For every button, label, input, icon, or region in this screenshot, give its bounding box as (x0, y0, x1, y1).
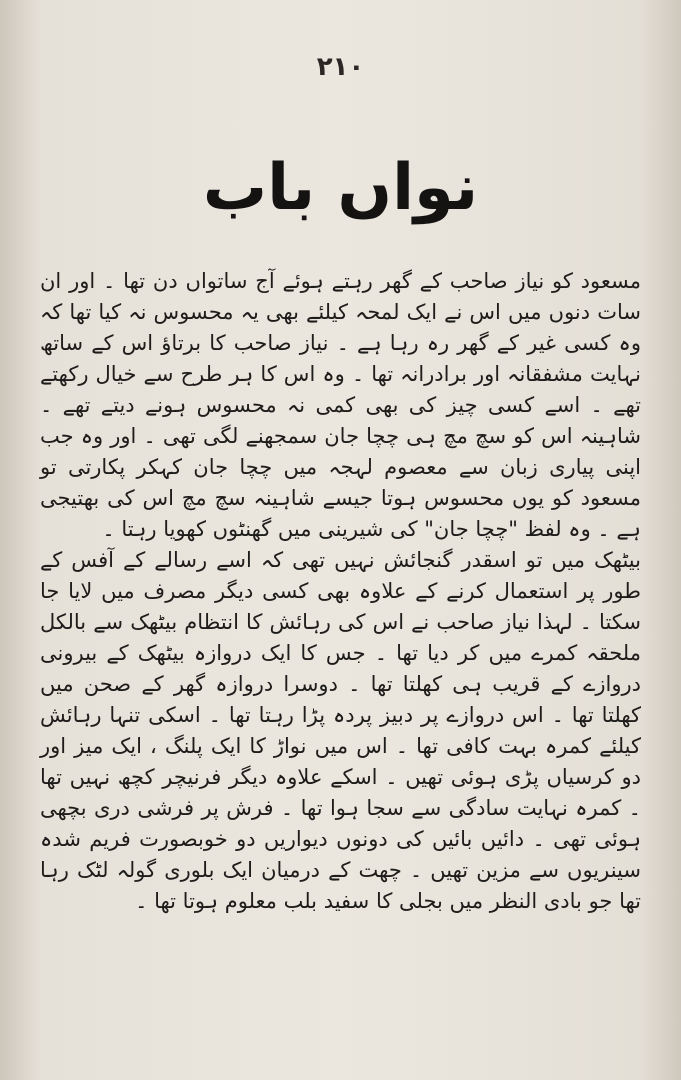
chapter-title: نواں باب (202, 151, 479, 225)
paragraph: بیٹھک میں تو اسقدر گنجائش نہیں تھی کہ اسے رسالے کے آفس کے طور پر استعمال کرنے کے علاوہ بھی کسی دیگر مصرف میں لایا جا سکتا ۔ لہذا نیاز صاحب نے اس کی رہائش کا انتظام بیٹھک سے بالکل ملحقہ کمرے میں کر دیا تھا ۔ جس کا ایک دروازہ بیٹھک کے بیرونی دروازے کے قریب ہی کھلتا تھا ۔ دوسرا دروازہ گھر کے صحن میں کھلتا تھا ۔ اس دروازے پر دبیز پردہ پڑا رہتا تھا ۔ اسکی تنہا رہائش کیلئے کمرہ بہت کافی تھا ۔ اس میں نواڑ کا ایک پلنگ ، ایک میز اور دو کرسیاں پڑی ہوئی تھیں ۔ اسکے علاوہ دیگر فرنیچر کچھ نہیں تھا ۔ کمرہ نہایت سادگی سے سجا ہوا تھا ۔ فرش پر فرشی دری بچھی ہوئی تھی ۔ دائیں بائیں کی دونوں دیواریں دو خوبصورت فریم شدہ سینریوں سے مزین تھیں ۔ چھت کے درمیان ایک بلوری گولہ لٹک رہا تھا جو بادی النظر میں بجلی کا سفید بلب معلوم ہوتا تھا ۔ (40, 548, 641, 913)
body-text (40, 266, 641, 917)
paragraph: مسعود کو نیاز صاحب کے گھر رہتے ہوئے آج ساتواں دن تھا ۔ اور ان سات دنوں میں اس نے ایک لمحہ کیلئے بھی یہ محسوس نہ کیا تھا کہ وہ کسی غیر کے گھر رہ رہا ہے ۔ نیاز صاحب کا برتاؤ اس کے ساتھ نہایت مشفقانہ اور برادرانہ تھا ۔ وہ اس کا ہر طرح سے خیال رکھتے تھے ۔ اسے کسی چیز کی بھی کمی نہ محسوس ہونے دیتے تھے ۔ شاہینہ اس کو سچ مچ ہی چچا جان سمجھنے لگی تھی ۔ اور وہ جب اپنی پیاری زبان سے معصوم لہجہ میں چچا جان کہکر پکارتی تو مسعود کو یوں محسوس ہوتا جیسے شاہینہ سچ مچ اس کی بھتیجی ہے ۔ وہ لفظ "چچا جان" کی شیرینی میں گھنٹوں کھویا رہتا ۔ (40, 269, 641, 541)
page-number: ۲۱۰ (316, 52, 365, 82)
